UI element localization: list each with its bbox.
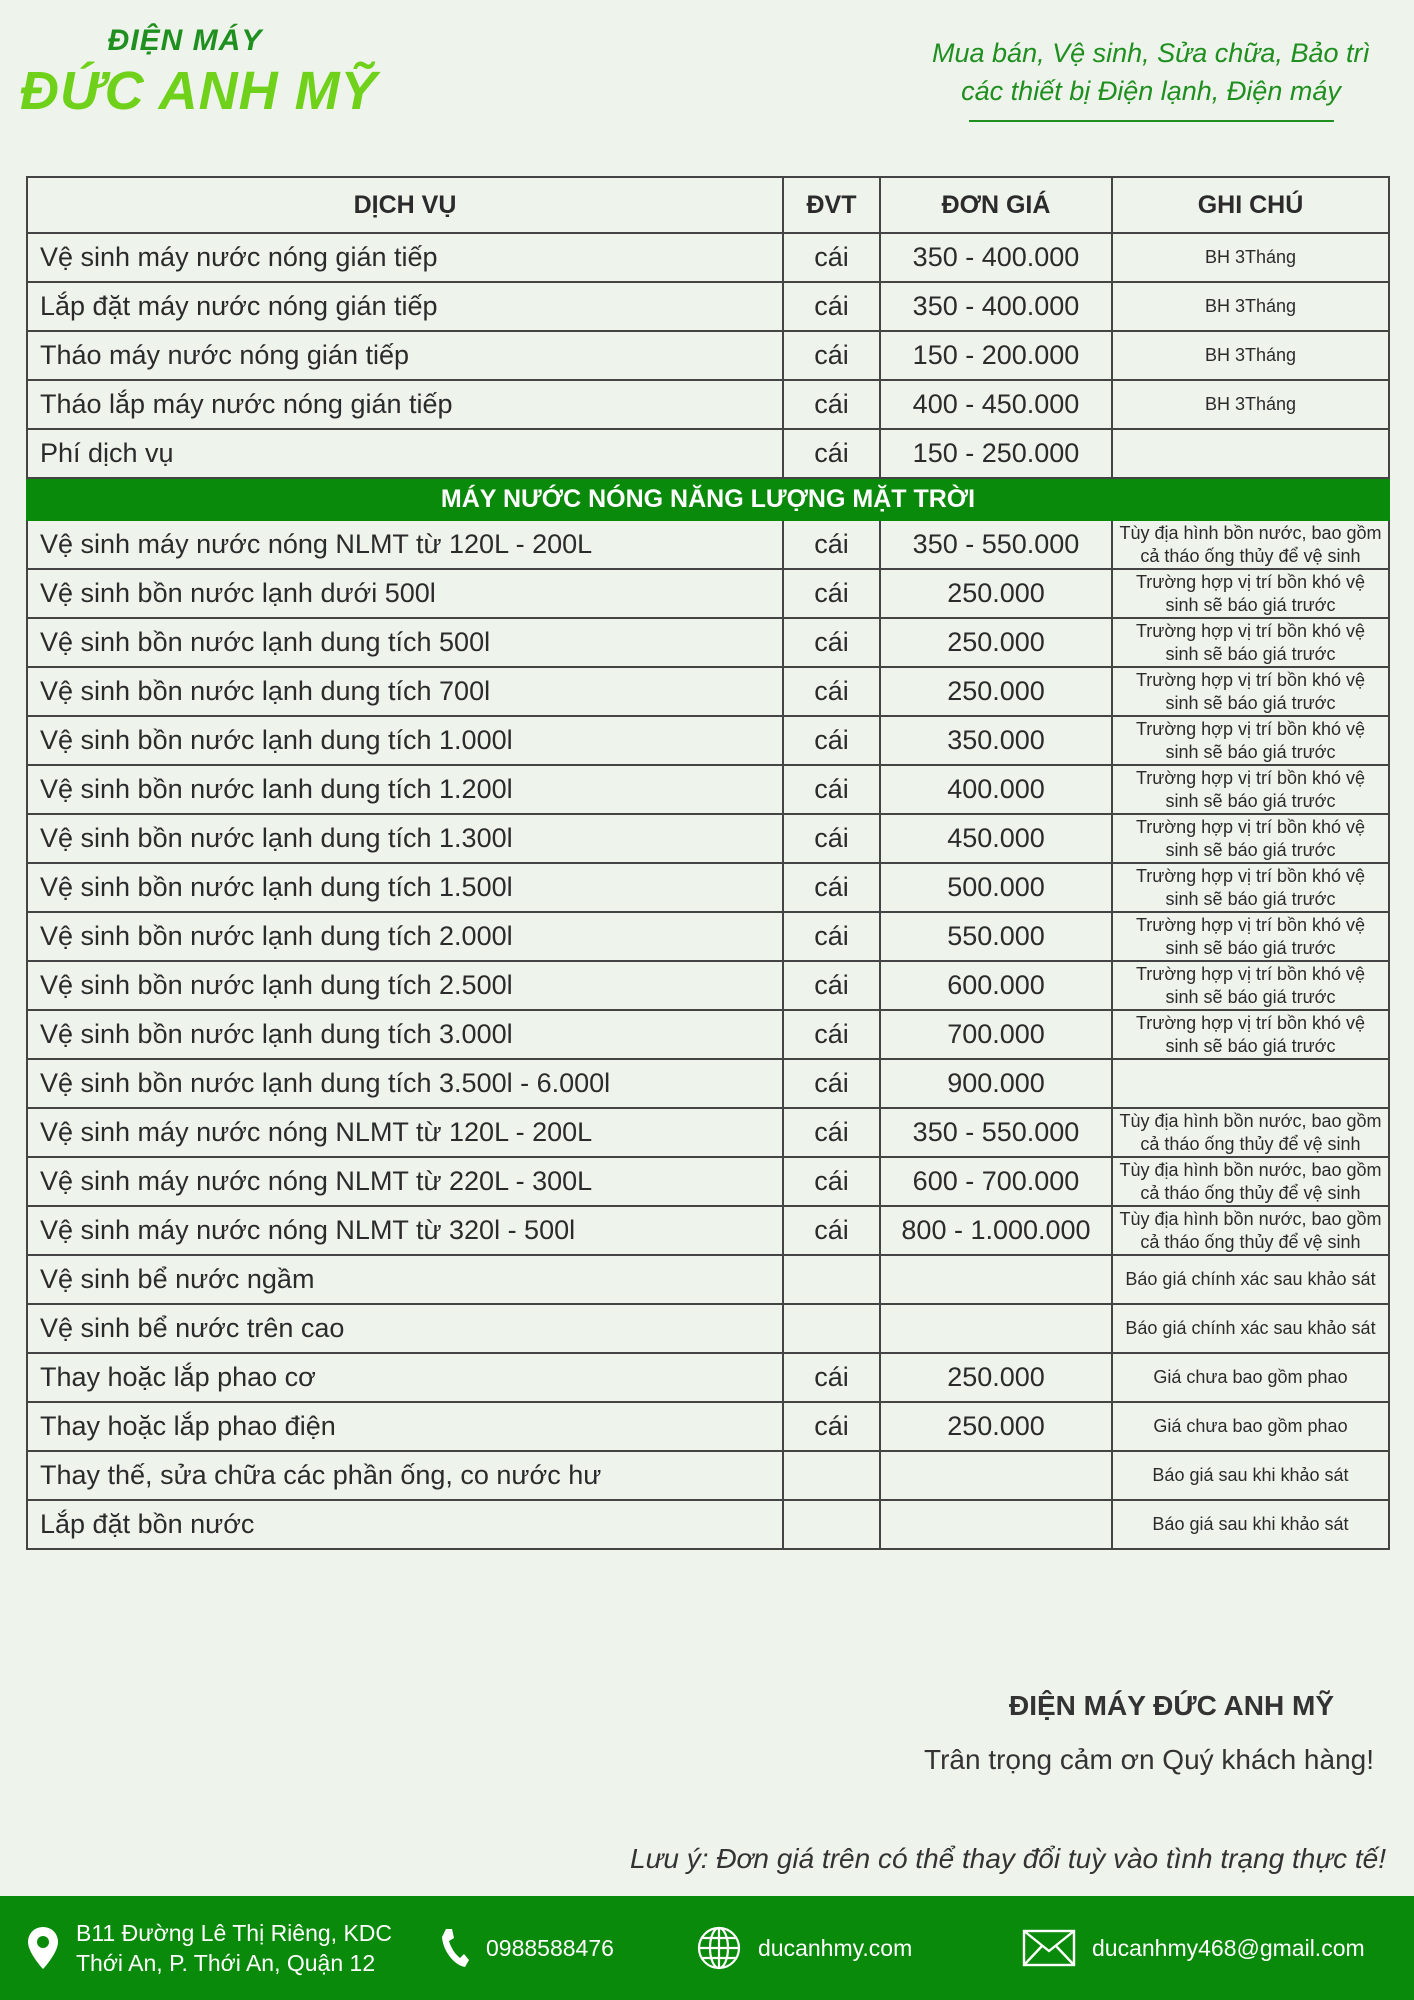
table-row bbox=[27, 429, 1389, 478]
envelope-icon bbox=[1022, 1929, 1076, 1967]
service-cell: Vệ sinh bồn nước lanh dung tích 1.200l bbox=[27, 765, 783, 814]
unit-cell: cái bbox=[783, 1157, 880, 1206]
note-cell: Trường hợp vị trí bồn khó vệ sinh sẽ báo giá trước bbox=[1112, 814, 1389, 863]
table-header-row bbox=[27, 177, 1389, 233]
note-cell: Báo giá chính xác sau khảo sát bbox=[1112, 1304, 1389, 1353]
service-cell: Vệ sinh bồn nước lạnh dung tích 1.300l bbox=[27, 814, 783, 863]
closing-company-name: ĐIỆN MÁY ĐỨC ANH MỸ bbox=[1008, 1690, 1334, 1721]
service-cell: Thay hoặc lắp phao điện bbox=[27, 1402, 783, 1451]
service-cell: Vệ sinh bể nước trên cao bbox=[27, 1304, 783, 1353]
service-cell: Vệ sinh bồn nước lạnh dung tích 1.000l bbox=[27, 716, 783, 765]
table-row bbox=[27, 618, 1389, 667]
service-cell: Lắp đặt máy nước nóng gián tiếp bbox=[27, 282, 783, 331]
price-cell: 400.000 bbox=[880, 765, 1112, 814]
service-cell: Thay thế, sửa chữa các phần ống, co nước hư bbox=[27, 1451, 783, 1500]
price-cell: 250.000 bbox=[880, 1353, 1112, 1402]
header-unit: ĐVT bbox=[783, 177, 880, 233]
table-row bbox=[27, 569, 1389, 618]
unit-cell: cái bbox=[783, 1108, 880, 1157]
table-row bbox=[27, 1059, 1389, 1108]
note-cell: Tùy địa hình bồn nước, bao gồm cả tháo ống thủy để vệ sinh bbox=[1112, 1157, 1389, 1206]
price-cell: 350.000 bbox=[880, 716, 1112, 765]
table-row bbox=[27, 1304, 1389, 1353]
company-logo bbox=[20, 24, 378, 122]
service-cell: Vệ sinh máy nước nóng NLMT từ 320l - 500l bbox=[27, 1206, 783, 1255]
unit-cell: cái bbox=[783, 1206, 880, 1255]
footer-address bbox=[26, 1896, 392, 2000]
price-cell: 250.000 bbox=[880, 569, 1112, 618]
price-cell: 250.000 bbox=[880, 1402, 1112, 1451]
service-cell: Vệ sinh bồn nước lạnh dung tích 500l bbox=[27, 618, 783, 667]
unit-cell: cái bbox=[783, 1353, 880, 1402]
unit-cell bbox=[783, 1255, 880, 1304]
service-cell: Thay hoặc lắp phao cơ bbox=[27, 1353, 783, 1402]
price-cell bbox=[880, 1304, 1112, 1353]
price-cell: 150 - 200.000 bbox=[880, 331, 1112, 380]
table-row bbox=[27, 1010, 1389, 1059]
price-cell: 350 - 400.000 bbox=[880, 233, 1112, 282]
table-row bbox=[27, 1108, 1389, 1157]
unit-cell: cái bbox=[783, 912, 880, 961]
note-cell: Giá chưa bao gồm phao bbox=[1112, 1402, 1389, 1451]
phone-number[interactable]: 0988588476 bbox=[486, 1935, 614, 1961]
table-body bbox=[27, 233, 1389, 1549]
price-cell bbox=[880, 1255, 1112, 1304]
unit-cell: cái bbox=[783, 520, 880, 569]
note-cell bbox=[1112, 1059, 1389, 1108]
note-cell: Trường hợp vị trí bồn khó vệ sinh sẽ báo giá trước bbox=[1112, 1010, 1389, 1059]
price-cell: 500.000 bbox=[880, 863, 1112, 912]
header-price: ĐƠN GIÁ bbox=[880, 177, 1112, 233]
tagline-underline bbox=[969, 120, 1334, 122]
logo-top-text: ĐIỆN MÁY bbox=[107, 24, 263, 57]
table-row bbox=[27, 1451, 1389, 1500]
table-row bbox=[27, 863, 1389, 912]
unit-cell bbox=[783, 1500, 880, 1549]
note-cell: Trường hợp vị trí bồn khó vệ sinh sẽ báo giá trước bbox=[1112, 912, 1389, 961]
service-cell: Vệ sinh máy nước nóng NLMT từ 120L - 200L bbox=[27, 520, 783, 569]
email-link[interactable]: ducanhmy468@gmail.com bbox=[1092, 1935, 1365, 1961]
service-cell: Tháo lắp máy nước nóng gián tiếp bbox=[27, 380, 783, 429]
price-notice: Lưu ý: Đơn giá trên có thể thay đổi tuỳ vào tình trạng thực tế! bbox=[630, 1843, 1386, 1874]
service-cell: Lắp đặt bồn nước bbox=[27, 1500, 783, 1549]
tagline-line-1: Mua bán, Vệ sinh, Sửa chữa, Bảo trì bbox=[932, 38, 1370, 68]
note-cell: BH 3Tháng bbox=[1112, 331, 1389, 380]
price-cell: 550.000 bbox=[880, 912, 1112, 961]
globe-icon bbox=[696, 1925, 742, 1971]
unit-cell: cái bbox=[783, 961, 880, 1010]
table-row bbox=[27, 814, 1389, 863]
tagline bbox=[916, 34, 1386, 122]
note-cell: Tùy địa hình bồn nước, bao gồm cả tháo ống thủy để vệ sinh bbox=[1112, 1206, 1389, 1255]
tagline-line-2: các thiết bị Điện lạnh, Điện máy bbox=[961, 76, 1341, 106]
price-cell: 600 - 700.000 bbox=[880, 1157, 1112, 1206]
service-cell: Vệ sinh bồn nước lạnh dung tích 700l bbox=[27, 667, 783, 716]
note-cell: BH 3Tháng bbox=[1112, 282, 1389, 331]
service-cell: Vệ sinh bồn nước lạnh dung tích 2.000l bbox=[27, 912, 783, 961]
note-cell: Tùy địa hình bồn nước, bao gồm cả tháo ống thủy để vệ sinh bbox=[1112, 1108, 1389, 1157]
address-line-1: B11 Đường Lê Thị Riêng, KDC bbox=[76, 1920, 393, 1946]
service-cell: Phí dịch vụ bbox=[27, 429, 783, 478]
table-row bbox=[27, 1500, 1389, 1549]
price-cell: 350 - 400.000 bbox=[880, 282, 1112, 331]
unit-cell: cái bbox=[783, 331, 880, 380]
note-cell: Trường hợp vị trí bồn khó vệ sinh sẽ báo giá trước bbox=[1112, 961, 1389, 1010]
price-cell: 700.000 bbox=[880, 1010, 1112, 1059]
service-cell: Vệ sinh bồn nước lạnh dung tích 1.500l bbox=[27, 863, 783, 912]
note-cell: Giá chưa bao gồm phao bbox=[1112, 1353, 1389, 1402]
section-title: MÁY NƯỚC NÓNG NĂNG LƯỢNG MẶT TRỜI bbox=[27, 478, 1389, 520]
table-row bbox=[27, 282, 1389, 331]
note-cell: Trường hợp vị trí bồn khó vệ sinh sẽ báo giá trước bbox=[1112, 618, 1389, 667]
logo-main-text: ĐỨC ANH MỸ bbox=[20, 61, 378, 121]
unit-cell: cái bbox=[783, 716, 880, 765]
header-note: GHI CHÚ bbox=[1112, 177, 1389, 233]
service-cell: Vệ sinh bể nước ngầm bbox=[27, 1255, 783, 1304]
closing-thanks: Trân trọng cảm ơn Quý khách hàng! bbox=[924, 1744, 1374, 1775]
table-row bbox=[27, 1402, 1389, 1451]
service-cell: Vệ sinh máy nước nóng NLMT từ 120L - 200L bbox=[27, 1108, 783, 1157]
note-cell: BH 3Tháng bbox=[1112, 233, 1389, 282]
note-cell: Trường hợp vị trí bồn khó vệ sinh sẽ báo giá trước bbox=[1112, 863, 1389, 912]
price-cell: 400 - 450.000 bbox=[880, 380, 1112, 429]
table-row bbox=[27, 716, 1389, 765]
footer-phone[interactable] bbox=[440, 1896, 614, 2000]
header-service: DỊCH VỤ bbox=[27, 177, 783, 233]
unit-cell: cái bbox=[783, 765, 880, 814]
section-row bbox=[27, 478, 1389, 520]
table-row bbox=[27, 331, 1389, 380]
note-cell: Trường hợp vị trí bồn khó vệ sinh sẽ báo giá trước bbox=[1112, 667, 1389, 716]
service-cell: Vệ sinh bồn nước lạnh dung tích 3.500l - 6.000l bbox=[27, 1059, 783, 1108]
price-cell: 450.000 bbox=[880, 814, 1112, 863]
unit-cell bbox=[783, 1451, 880, 1500]
table-row bbox=[27, 667, 1389, 716]
price-cell: 350 - 550.000 bbox=[880, 520, 1112, 569]
price-table bbox=[26, 176, 1390, 1550]
table-row bbox=[27, 380, 1389, 429]
table-row bbox=[27, 1157, 1389, 1206]
table-row bbox=[27, 961, 1389, 1010]
note-cell: Báo giá chính xác sau khảo sát bbox=[1112, 1255, 1389, 1304]
unit-cell: cái bbox=[783, 1402, 880, 1451]
footer-email[interactable] bbox=[1022, 1896, 1365, 2000]
table-row bbox=[27, 912, 1389, 961]
price-cell: 350 - 550.000 bbox=[880, 1108, 1112, 1157]
unit-cell: cái bbox=[783, 667, 880, 716]
price-cell: 250.000 bbox=[880, 618, 1112, 667]
location-pin-icon bbox=[26, 1925, 60, 1971]
table-row bbox=[27, 233, 1389, 282]
table-row bbox=[27, 520, 1389, 569]
address-line-2: Thới An, P. Thới An, Quận 12 bbox=[76, 1950, 376, 1976]
note-cell: Báo giá sau khi khảo sát bbox=[1112, 1500, 1389, 1549]
table-row bbox=[27, 1353, 1389, 1402]
note-cell: Trường hợp vị trí bồn khó vệ sinh sẽ báo giá trước bbox=[1112, 765, 1389, 814]
note-cell: Tùy địa hình bồn nước, bao gồm cả tháo ống thủy để vệ sinh bbox=[1112, 520, 1389, 569]
table-row bbox=[27, 765, 1389, 814]
price-cell: 900.000 bbox=[880, 1059, 1112, 1108]
unit-cell: cái bbox=[783, 1010, 880, 1059]
service-cell: Tháo máy nước nóng gián tiếp bbox=[27, 331, 783, 380]
unit-cell: cái bbox=[783, 814, 880, 863]
unit-cell: cái bbox=[783, 618, 880, 667]
table-row bbox=[27, 1255, 1389, 1304]
unit-cell: cái bbox=[783, 233, 880, 282]
price-cell: 800 - 1.000.000 bbox=[880, 1206, 1112, 1255]
note-cell bbox=[1112, 429, 1389, 478]
unit-cell: cái bbox=[783, 569, 880, 618]
note-cell: BH 3Tháng bbox=[1112, 380, 1389, 429]
unit-cell: cái bbox=[783, 1059, 880, 1108]
unit-cell: cái bbox=[783, 863, 880, 912]
price-cell: 600.000 bbox=[880, 961, 1112, 1010]
price-cell bbox=[880, 1500, 1112, 1549]
closing-block bbox=[924, 1690, 1374, 1776]
note-cell: Trường hợp vị trí bồn khó vệ sinh sẽ báo giá trước bbox=[1112, 569, 1389, 618]
service-cell: Vệ sinh bồn nước lạnh dung tích 3.000l bbox=[27, 1010, 783, 1059]
unit-cell bbox=[783, 1304, 880, 1353]
price-cell: 250.000 bbox=[880, 667, 1112, 716]
phone-icon bbox=[440, 1927, 470, 1969]
note-cell: Báo giá sau khi khảo sát bbox=[1112, 1451, 1389, 1500]
unit-cell: cái bbox=[783, 429, 880, 478]
table-row bbox=[27, 1206, 1389, 1255]
service-cell: Vệ sinh bồn nước lạnh dung tích 2.500l bbox=[27, 961, 783, 1010]
service-cell: Vệ sinh máy nước nóng gián tiếp bbox=[27, 233, 783, 282]
service-cell: Vệ sinh máy nước nóng NLMT từ 220L - 300L bbox=[27, 1157, 783, 1206]
unit-cell: cái bbox=[783, 282, 880, 331]
service-cell: Vệ sinh bồn nước lạnh dưới 500l bbox=[27, 569, 783, 618]
website-link[interactable]: ducanhmy.com bbox=[758, 1935, 913, 1961]
contact-footer bbox=[0, 1896, 1414, 2000]
price-cell: 150 - 250.000 bbox=[880, 429, 1112, 478]
note-cell: Trường hợp vị trí bồn khó vệ sinh sẽ báo giá trước bbox=[1112, 716, 1389, 765]
footer-website[interactable] bbox=[696, 1896, 912, 2000]
unit-cell: cái bbox=[783, 380, 880, 429]
price-cell bbox=[880, 1451, 1112, 1500]
